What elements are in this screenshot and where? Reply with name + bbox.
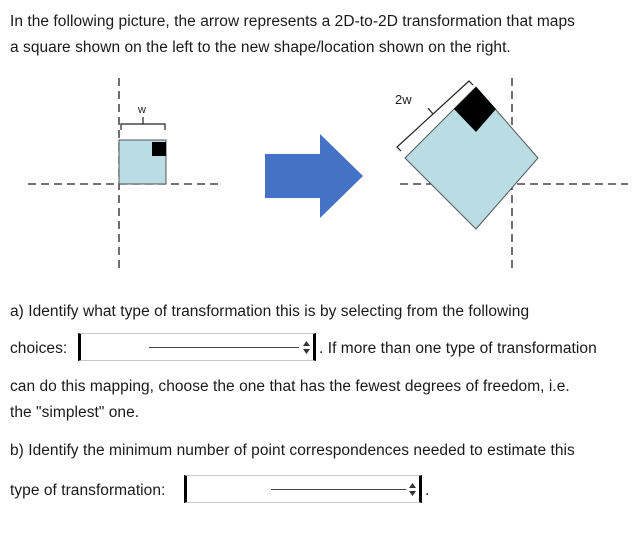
correspondence-count-select[interactable]: [184, 475, 422, 503]
question-a-line-3: can do this mapping, choose the one that has the fewest degrees of freedom, i.e.: [10, 378, 570, 395]
question-a-line-1: a) Identify what type of transformation this is by selecting from the following: [10, 303, 530, 320]
question-b-period: .: [425, 482, 430, 499]
intro-line-1: In the following picture, the arrow represents a 2D-to-2D transformation that maps: [10, 13, 575, 30]
scaled-width-label: 2w: [395, 92, 412, 107]
select-arrows-icon: [409, 483, 416, 496]
transformation-arrow: [265, 134, 363, 218]
transformation-type-select[interactable]: [78, 333, 316, 361]
width-label: w: [138, 104, 146, 116]
question-b-label: type of transformation:: [10, 482, 166, 499]
original-square-corner: [152, 142, 166, 156]
question-a-line-4: the "simplest" one.: [10, 404, 140, 421]
intro-line-2: a square shown on the left to the new shape/location shown on the right.: [10, 39, 511, 56]
select-arrows-icon: [303, 341, 310, 354]
question-b-line-1: b) Identify the minimum number of point correspondences needed to estimate this: [10, 442, 575, 459]
question-a-choices-label: choices:: [10, 340, 68, 357]
question-a-line-2-rest: . If more than one type of transformation: [319, 340, 597, 357]
width-bracket: [121, 124, 165, 130]
